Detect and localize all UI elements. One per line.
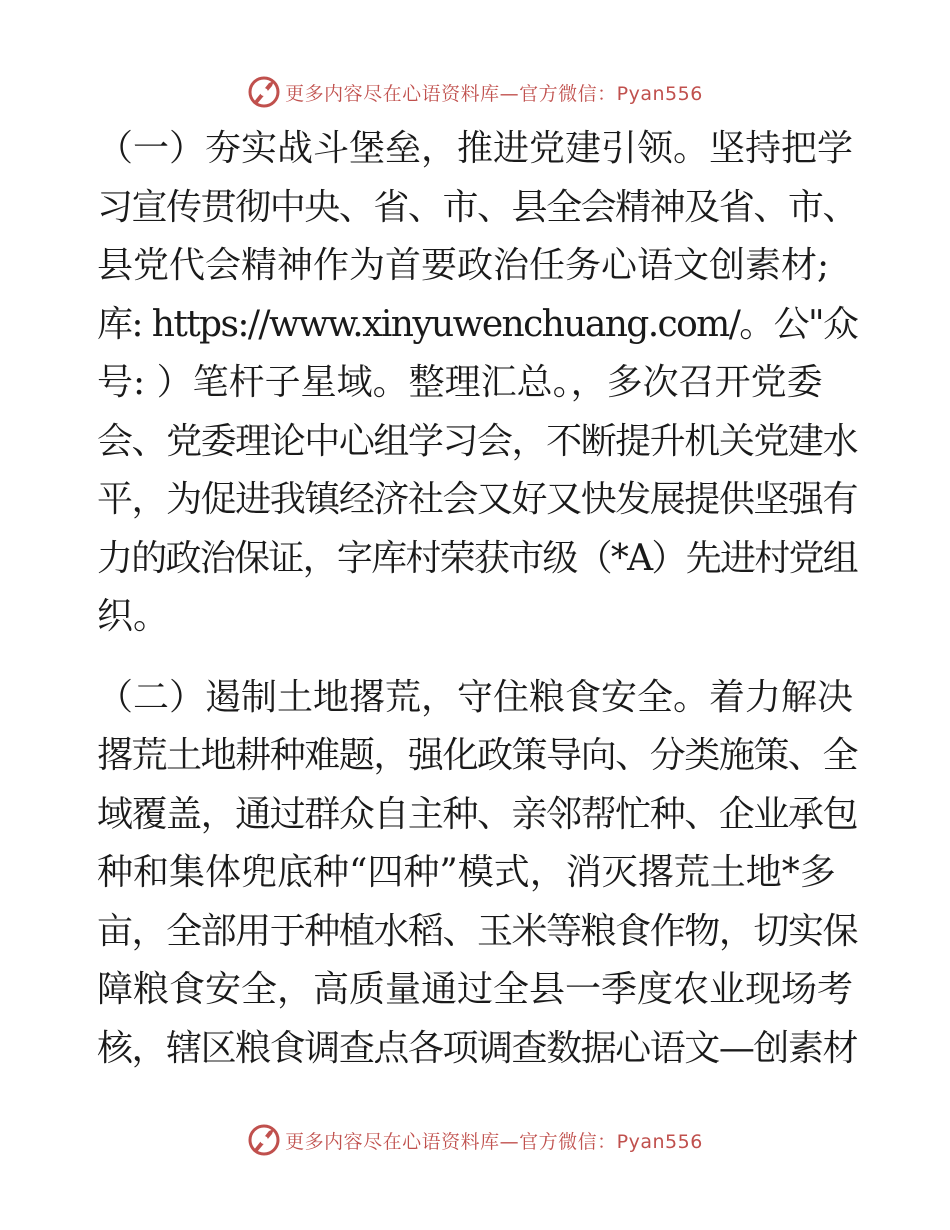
text-line: 号: ）笔杆子星域。整理汇总。，多次召开党委 [97, 362, 823, 403]
text-line: 撂荒土地耕种难题，强化政策导向、分类施策、全 [97, 735, 858, 776]
text-line: 织。 [97, 596, 170, 637]
paragraph-1 [97, 120, 857, 647]
header-banner [0, 72, 950, 112]
header-banner-text: 更多内容尽在心语资料库—官方微信：Pyan556 [285, 82, 703, 105]
text-line: 县党代会精神作为首要政治任务心语文创素材; [97, 245, 830, 286]
text-line: 习宣传贯彻中央、省、市、县全会精神及省、市、 [97, 186, 858, 228]
text-line: 平，为促进我镇经济社会又好又快发展提供坚强有 [97, 479, 858, 520]
footer-banner-text: 更多内容尽在心语资料库—官方微信：Pyan556 [285, 1130, 703, 1153]
text-line: 种和集体兜底种“四种”模式，消灭撂荒土地*多 [97, 852, 836, 893]
text-line: 力的政治保证，字库村荣获市级（*A）先进村党组 [97, 537, 857, 579]
text-line: 库: https://www.xinyuwenchuang.com/。公"众 [97, 303, 858, 345]
text-line: 核，辖区粮食调查点各项调查数据心语文—创素材 [97, 1027, 858, 1069]
text-line: 障粮食安全，高质量通过全县一季度农业现场考 [97, 969, 854, 1010]
text-line: 亩，全部用于种植水稻、玉米等粮食作物，切实保 [97, 910, 858, 952]
text-line: （一）夯实战斗堡垒，推进党建引领。坚持把学 [97, 128, 854, 169]
text-line: 会、党委理论中心组学习会，不断提升机关党建水 [97, 420, 858, 462]
quill-logo-icon [247, 75, 281, 109]
text-line: （二）遏制土地撂荒，守住粮食安全。着力解决 [97, 676, 854, 718]
text-line: 域覆盖，通过群众自主种、亲邻帮忙种、企业承包 [97, 793, 858, 835]
paragraph-2 [97, 669, 857, 1079]
quill-logo-icon [247, 1123, 281, 1157]
footer-banner [0, 1120, 950, 1160]
document-body [97, 120, 857, 1100]
